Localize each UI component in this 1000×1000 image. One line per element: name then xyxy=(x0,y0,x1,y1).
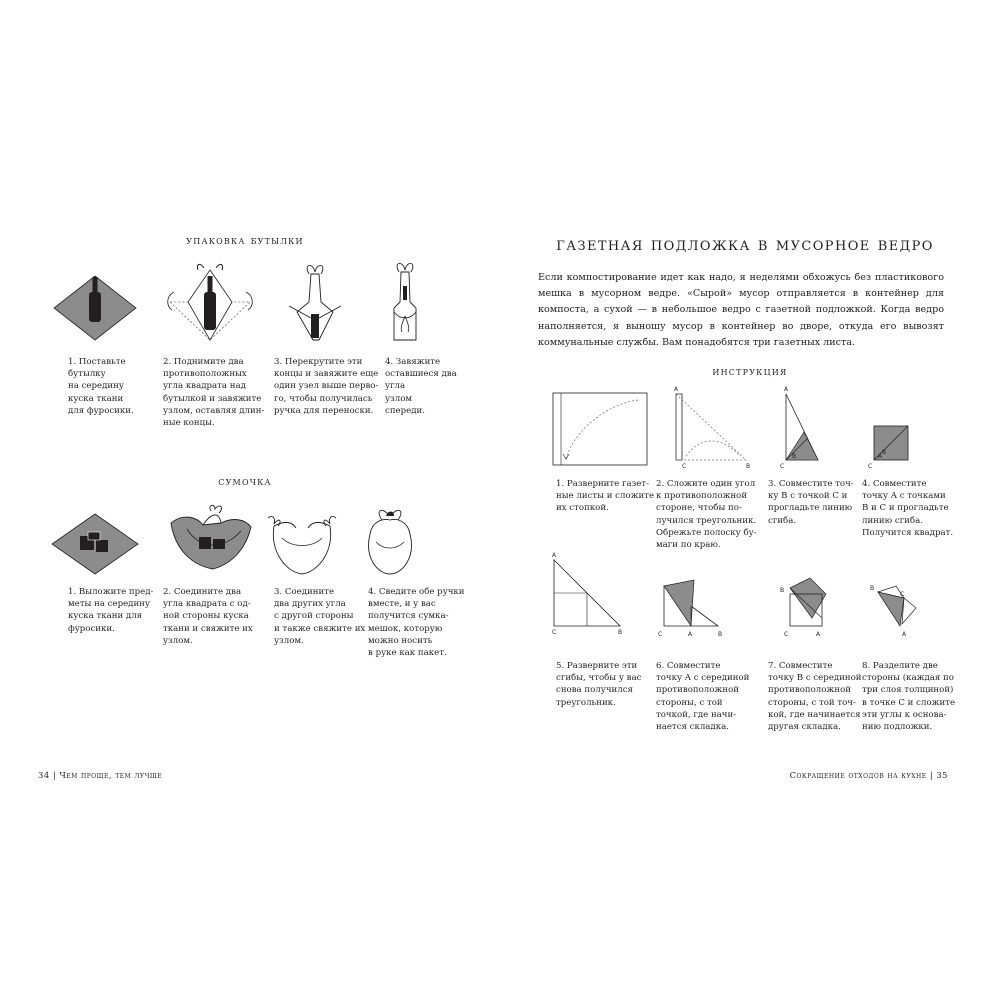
step-4-label-b: B xyxy=(882,449,887,456)
right-chapter-title: Сокращение отходов на кухне xyxy=(789,770,927,780)
step-5-label-c: C xyxy=(552,629,557,636)
bag-step-3-caption: 3. Соедините два других угла с другой стороны и также свяжите их узлом. xyxy=(274,587,366,646)
newspaper-step-4-caption: 4. Совместите точку A с точками B и C и прогладьте линию сгиба. Получится квадрат. xyxy=(862,479,954,538)
newspaper-step-8-illustration xyxy=(868,578,928,642)
bag-step-2-caption: 2. Соедините два угла квадрата с од- ной стороны куска ткани и свяжите их узлом. xyxy=(163,587,253,646)
bottle-step-1-illustration xyxy=(50,272,140,342)
step-7-label-a: A xyxy=(816,631,821,638)
bag-step-4-illustration xyxy=(360,506,420,578)
bottle-step-3-illustration xyxy=(285,262,345,344)
step-2-label-c: C xyxy=(682,463,687,470)
newspaper-step-1-caption: 1. Разверните газет- ные листы и сложите их стопкой. xyxy=(556,479,655,514)
step-8-label-a: A xyxy=(902,631,907,638)
bag-step-1-illustration xyxy=(50,512,140,578)
bottle-section-title: упаковка бутылки xyxy=(186,233,304,247)
footer-separator: | xyxy=(52,770,60,780)
step-3-label-b: B xyxy=(792,453,797,460)
step-3-label-a: A xyxy=(784,386,789,393)
newspaper-step-3-illustration xyxy=(780,382,830,472)
step-7-label-c: C xyxy=(784,631,789,638)
footer-separator: | xyxy=(929,770,937,780)
step-4-label-a: A xyxy=(878,453,883,460)
newspaper-step-6-illustration xyxy=(658,572,734,640)
newspaper-step-8-caption: 8. Разделите две стороны (каждая по три слоя толщиной) в точке C и сложите эти углы к основа- нию подложки. xyxy=(862,661,956,733)
step-8-label-b: B xyxy=(870,585,875,592)
bottle-step-3-caption: 3. Перекрутите эти концы и завяжите еще один узел выше перво- го, чтобы получилась ручка для переноски. xyxy=(274,357,379,416)
step-7-label-b: B xyxy=(780,587,785,594)
bottle-step-2-caption: 2. Поднимите два противоположных угла квадрата над бутылкой и завяжите узлом, оставляя длин- ные концы. xyxy=(163,357,265,429)
right-page-title: газетная подложка в мусорное ведро xyxy=(556,234,934,255)
newspaper-step-3-caption: 3. Совместите точ- ку B с точкой C и прогладьте линию сгиба. xyxy=(768,479,854,526)
bottle-step-1-caption: 1. Поставьте бутылку на середину куска ткани для фуросики. xyxy=(68,357,134,416)
newspaper-step-6-caption: 6. Совместите точку A с серединой противоположной стороны, с той точкой, где начи- нается складка. xyxy=(656,661,750,733)
right-footer xyxy=(790,770,948,780)
step-5-label-b: B xyxy=(618,629,623,636)
instructions-title: инструкция xyxy=(712,364,788,378)
newspaper-step-5-illustration xyxy=(546,548,630,640)
newspaper-step-4-illustration xyxy=(866,420,916,472)
step-6-label-c: C xyxy=(658,631,663,638)
bottle-step-4-illustration xyxy=(380,262,430,344)
step-4-label-c: C xyxy=(868,463,873,470)
left-page-number: 34 xyxy=(38,770,50,780)
bag-step-1-caption: 1. Выложите пред- меты на середину куска ткани для фуросики. xyxy=(68,587,154,634)
step-2-label-b: B xyxy=(746,463,751,470)
intro-paragraph: Если компостирование идет как надо, я неделями обхожусь без пластикового мешка в мусорном ведре. «Сырой» мусор отправляется в контейнер для компоста, а сухой — в небольшое ведро с газетной подложкой. Когда ведро наполняется, я выношу мусор в контейнер во дворе, откуда его вывозят коммунальные службы. Вам понадобятся три газетных листа. xyxy=(538,272,944,348)
right-page-number: 35 xyxy=(936,770,948,780)
newspaper-step-7-illustration xyxy=(776,572,836,640)
bag-step-3-illustration xyxy=(262,508,342,578)
left-footer xyxy=(38,770,162,780)
bag-section-title: сумочка xyxy=(218,474,272,488)
bottle-step-4-caption: 4. Завяжите оставшиеся два угла узлом спереди. xyxy=(385,357,457,416)
bag-step-2-illustration xyxy=(163,505,263,577)
newspaper-step-1-illustration xyxy=(552,392,648,468)
newspaper-step-2-illustration xyxy=(670,382,756,472)
newspaper-step-7-caption: 7. Совместите точку B с серединой противоположной стороны, с той точ- кой, где начинается другая складка. xyxy=(768,661,862,733)
left-chapter-title: Чем проще, тем лучше xyxy=(59,770,163,780)
step-6-label-a: A xyxy=(688,631,693,638)
newspaper-step-2-caption: 2. Сложите один угол к противоположной стороне, чтобы по- лучился треугольник. Обрежьте полоску бу- маги по краю. xyxy=(656,479,757,551)
step-2-label-a: A xyxy=(674,386,679,393)
step-3-label-c: C xyxy=(780,463,785,470)
newspaper-step-5-caption: 5. Разверните эти сгибы, чтобы у вас снова получился треугольник. xyxy=(556,661,642,708)
bottle-step-2-illustration xyxy=(160,262,260,344)
step-5-label-a: A xyxy=(552,552,557,559)
step-6-label-b: B xyxy=(718,631,723,638)
step-8-label-c: C xyxy=(900,591,905,598)
bag-step-4-caption: 4. Сведите обе ручки вместе, и у вас получится сумка- мешок, которую можно носить в руке как пакет. xyxy=(368,587,465,659)
